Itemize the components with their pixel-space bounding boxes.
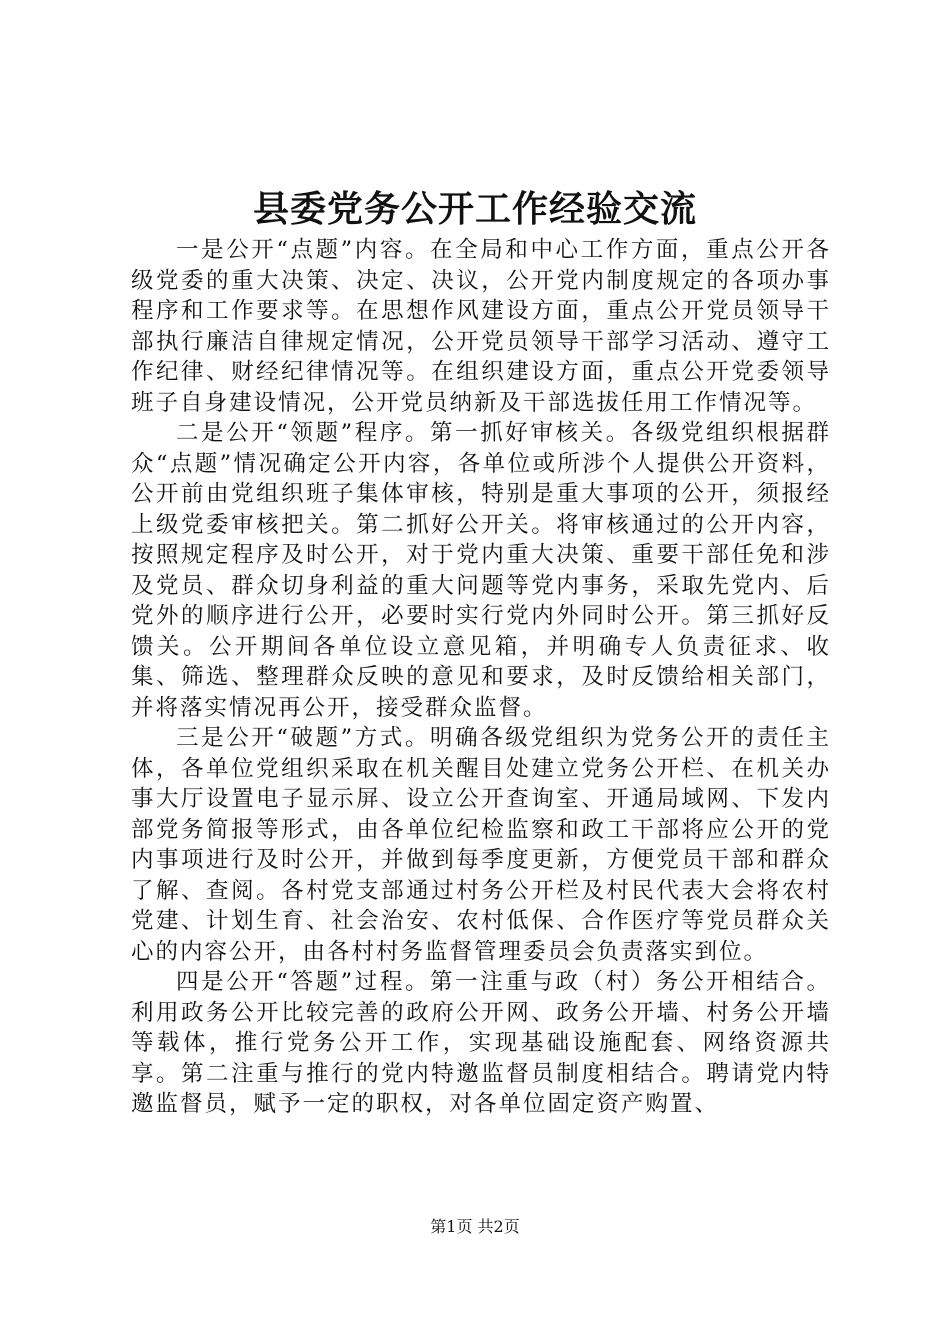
paragraph-3: 三是公开“破题”方式。明确各级党组织为党务公开的责任主体，各单位党组织采取在机关醒目处建立党务公开栏、在机关办事大厅设置电子显示屏、设立公开查询室、开通局域网、下发内部党务简报等形式，由各单位纪检监察和政工干部将应公开的党内事项进行及时公开，并做到每季度更新，方便党员干部和群众了解、查阅。各村党支部通过村务公开栏及村民代表大会将农村党建、计划生育、社会治安、农村低保、合作医疗等党员群众关心的内容公开，由各村村务监督管理委员会负责落实到位。 <box>131 725 831 965</box>
document-title: 县委党务公开工作经验交流 <box>252 188 697 230</box>
paragraph-4: 四是公开“答题”过程。第一注重与政（村）务公开相结合。利用政务公开比较完善的政府公开网、政务公开墙、村务公开墙等载体，推行党务公开工作，实现基础设施配套、网络资源共享。第二注重与推行的党内特邀监督员制度相结合。聘请党内特邀监督员，赋予一定的职权，对各单位固定资产购置、 <box>131 969 831 1117</box>
document-body <box>131 235 831 1120</box>
page-footer: 第1页 共2页 <box>430 1217 520 1236</box>
paragraph-2: 二是公开“领题”程序。第一抓好审核关。各级党组织根据群众“点题”情况确定公开内容，各单位或所涉个人提供公开资料，公开前由党组织班子集体审核，特别是重大事项的公开，须报经上级党委审核把关。第二抓好公开关。将审核通过的公开内容，按照规定程序及时公开，对于党内重大决策、重要干部任免和涉及党员、群众切身利益的重大问题等党内事务，采取先党内、后党外的顺序进行公开，必要时实行党内外同时公开。第三抓好反馈关。公开期间各单位设立意见箱，并明确专人负责征求、收集、筛选、整理群众反映的意见和要求，及时反馈给相关部门，并将落实情况再公开，接受群众监督。 <box>131 420 831 721</box>
paragraph-1: 一是公开“点题”内容。在全局和中心工作方面，重点公开各级党委的重大决策、决定、决议，公开党内制度规定的各项办事程序和工作要求等。在思想作风建设方面，重点公开党员领导干部执行廉洁自律规定情况，公开党员领导干部学习活动、遵守工作纪律、财经纪律情况等。在组织建设方面，重点公开党委领导班子自身建设情况，公开党员纳新及干部选拔任用工作情况等。 <box>131 237 831 416</box>
